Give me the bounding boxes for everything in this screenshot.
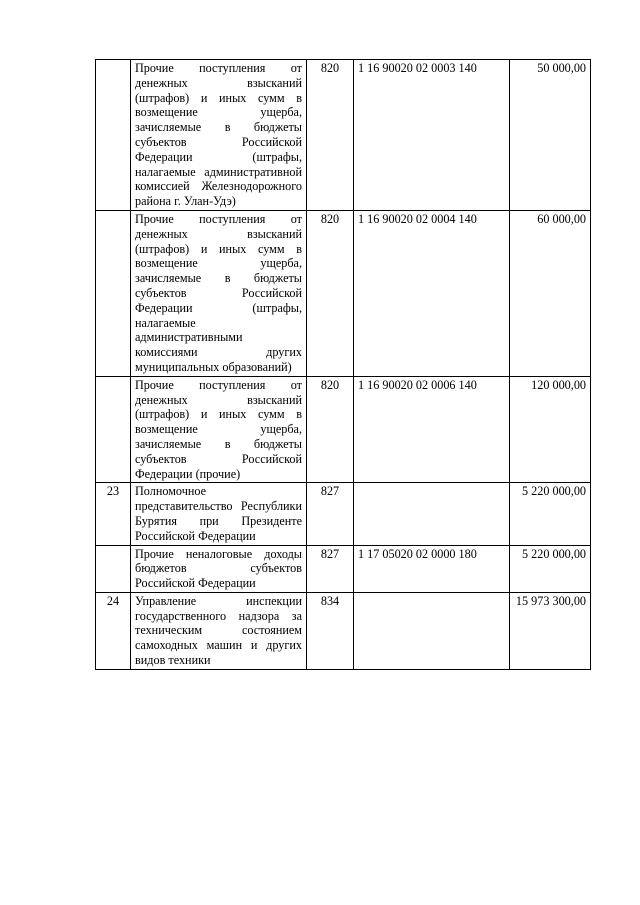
revenue-name — [131, 483, 307, 545]
admin-code: 827 — [307, 483, 354, 545]
table-row — [96, 483, 591, 545]
budget-classification-code — [354, 592, 510, 669]
admin-code: 820 — [307, 60, 354, 211]
amount: 5 220 000,00 — [510, 545, 591, 592]
row-number: 24 — [96, 592, 131, 669]
table-row — [96, 210, 591, 376]
admin-code: 834 — [307, 592, 354, 669]
revenue-name-text: Прочие поступления от денежных взысканий (штрафов) и иных сумм в возмещение ущерба, зачисляемые в бюджеты субъектов Российской Федерации (штрафы, налагаемые административными комиссиями других муниципальных образований) — [135, 211, 302, 374]
budget-classification-code: 1 16 90020 02 0006 140 — [354, 376, 510, 483]
table-row — [96, 60, 591, 211]
admin-code: 820 — [307, 376, 354, 483]
revenue-name — [131, 545, 307, 592]
row-number — [96, 60, 131, 211]
amount: 50 000,00 — [510, 60, 591, 211]
revenue-name — [131, 592, 307, 669]
table-row — [96, 545, 591, 592]
budget-revenue-table — [95, 59, 591, 670]
revenue-name-text: Полномочное представительство Республики Бурятия при Президенте Российской Федерации — [135, 484, 302, 543]
amount: 60 000,00 — [510, 210, 591, 376]
row-number — [96, 376, 131, 483]
amount: 120 000,00 — [510, 376, 591, 483]
revenue-name-text: Управление инспекции государственного надзора за техническим состоянием самоходных машин и других видов техники — [135, 593, 302, 668]
budget-classification-code: 1 16 90020 02 0003 140 — [354, 60, 510, 211]
row-number: 23 — [96, 483, 131, 545]
admin-code: 820 — [307, 210, 354, 376]
amount: 15 973 300,00 — [510, 592, 591, 669]
revenue-name — [131, 210, 307, 376]
table-row — [96, 376, 591, 483]
table-row — [96, 592, 591, 669]
row-number — [96, 210, 131, 376]
budget-classification-code: 1 16 90020 02 0004 140 — [354, 210, 510, 376]
row-number — [96, 545, 131, 592]
revenue-name — [131, 60, 307, 211]
budget-classification-code: 1 17 05020 02 0000 180 — [354, 545, 510, 592]
revenue-name-text: Прочие неналоговые доходы бюджетов субъектов Российской Федерации — [135, 546, 302, 591]
budget-classification-code — [354, 483, 510, 545]
revenue-name-text: Прочие поступления от денежных взысканий (штрафов) и иных сумм в возмещение ущерба, зачисляемые в бюджеты субъектов Российской Федерации (прочие) — [135, 377, 302, 481]
table-body — [96, 60, 591, 670]
admin-code: 827 — [307, 545, 354, 592]
revenue-name-text: Прочие поступления от денежных взысканий (штрафов) и иных сумм в возмещение ущерба, зачисляемые в бюджеты субъектов Российской Федерации (штрафы, налагаемые административной комиссией Железнодорожного района г. Улан-Удэ) — [135, 61, 302, 209]
amount: 5 220 000,00 — [510, 483, 591, 545]
revenue-name — [131, 376, 307, 483]
